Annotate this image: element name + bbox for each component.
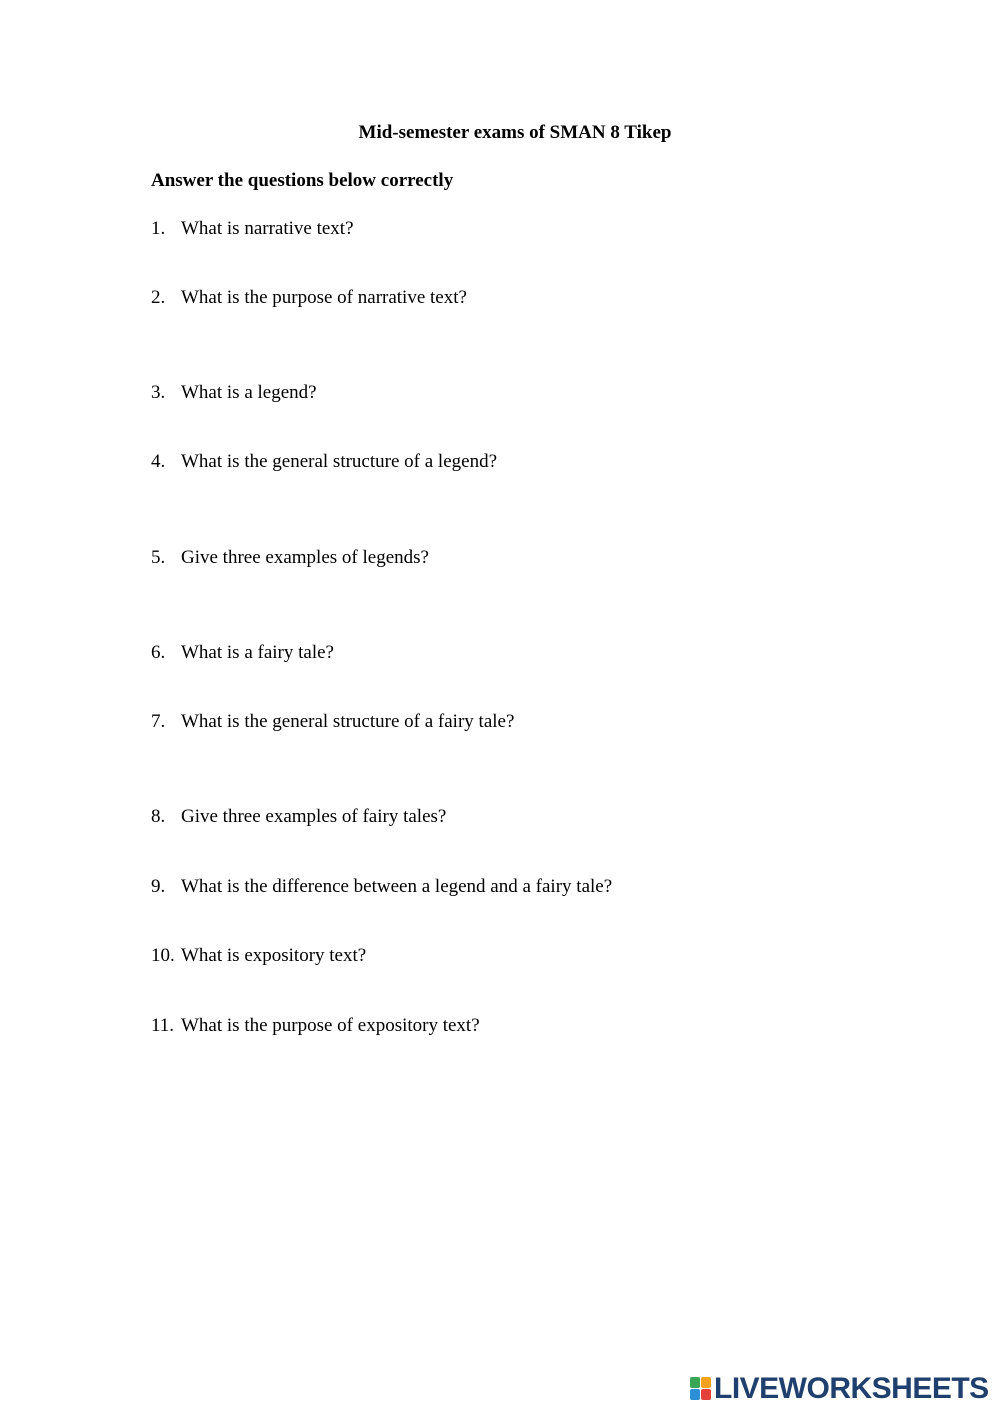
question-number: 1. xyxy=(151,218,166,239)
question-text: Give three examples of legends? xyxy=(181,547,429,568)
question-item xyxy=(151,546,429,570)
question-text: What is a fairy tale? xyxy=(181,642,334,663)
question-item xyxy=(151,875,612,899)
question-text: What is the purpose of narrative text? xyxy=(181,287,467,308)
liveworksheets-logo-icon xyxy=(690,1377,712,1401)
question-text: What is the general structure of a fairy tale? xyxy=(181,711,515,732)
question-number: 4. xyxy=(151,451,166,472)
question-item xyxy=(151,944,366,968)
question-text: Give three examples of fairy tales? xyxy=(181,806,447,827)
question-item xyxy=(151,1014,480,1038)
question-number: 7. xyxy=(151,711,166,732)
question-text: What is the difference between a legend and a fairy tale? xyxy=(181,876,613,897)
instructions: Answer the questions below correctly xyxy=(151,170,454,191)
question-number: 9. xyxy=(151,876,166,897)
liveworksheets-logo xyxy=(690,1373,989,1405)
question-item xyxy=(151,450,497,474)
question-text: What is the purpose of expository text? xyxy=(181,1015,480,1036)
question-number: 5. xyxy=(151,547,166,568)
question-text: What is narrative text? xyxy=(181,218,354,239)
question-item xyxy=(151,381,317,405)
question-number: 6. xyxy=(151,642,166,663)
question-item xyxy=(151,286,467,310)
question-item xyxy=(151,217,354,241)
question-item xyxy=(151,805,446,829)
question-item xyxy=(151,710,514,734)
question-number: 8. xyxy=(151,806,166,827)
question-text: What is expository text? xyxy=(181,945,367,966)
page-title: Mid-semester exams of SMAN 8 Tikep xyxy=(358,122,672,143)
liveworksheets-logo-text: LIVEWORKSHEETS xyxy=(714,1372,989,1405)
question-item xyxy=(151,641,334,665)
question-number: 3. xyxy=(151,382,166,403)
question-number: 11. xyxy=(151,1015,175,1036)
question-text: What is the general structure of a legend? xyxy=(181,451,497,472)
question-number: 2. xyxy=(151,287,166,308)
question-number: 10. xyxy=(151,945,175,966)
question-text: What is a legend? xyxy=(181,382,317,403)
